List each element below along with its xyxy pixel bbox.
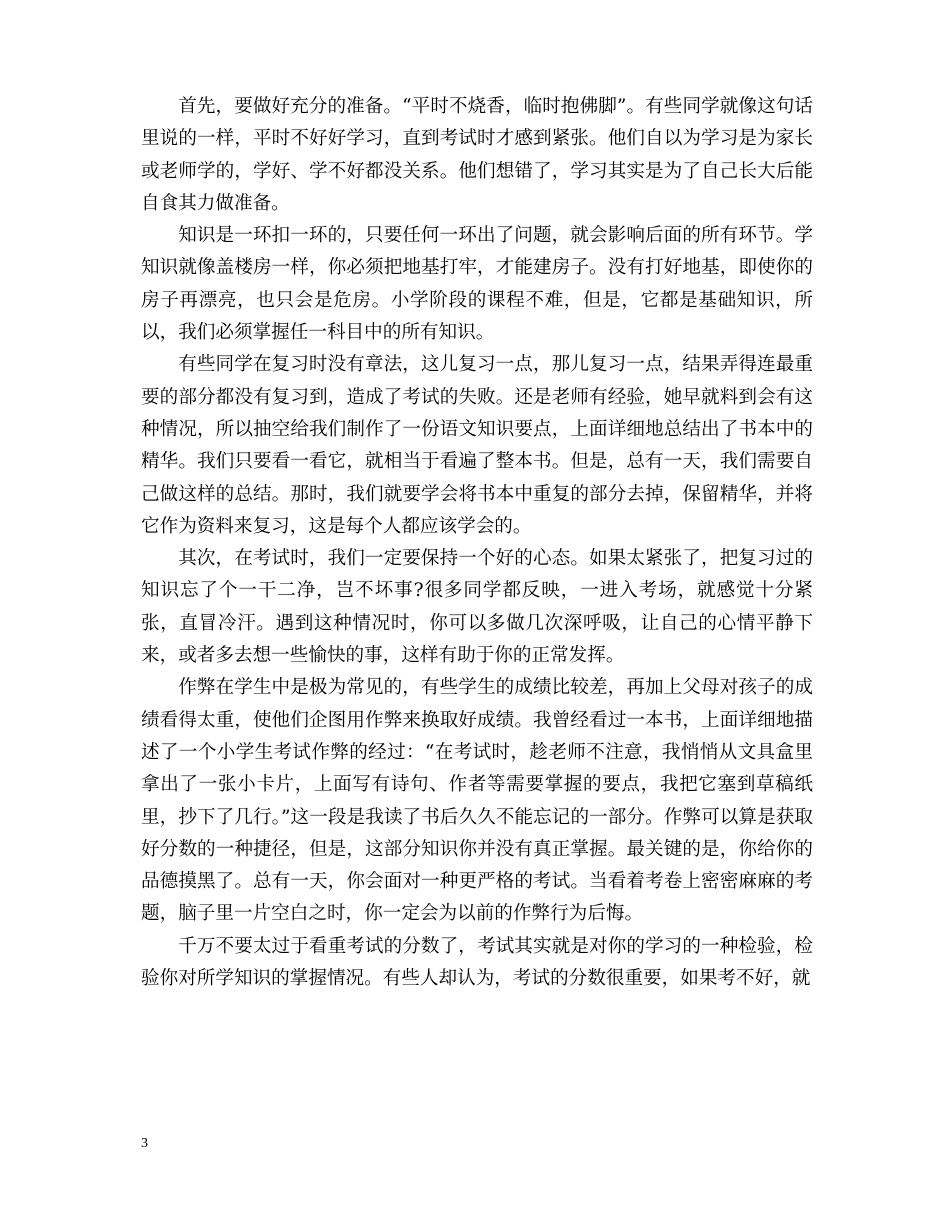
paragraph-review-method: 有些同学在复习时没有章法，这儿复习一点，那儿复习一点，结果弄得连最重要的部分都没有复习到，造成了考试的失败。还是老师有经验，她早就料到会有这种情况，所以抽空给我们制作了一份语文知识要点，上面详细地总结出了书本中的精华。我们只要看一看它，就相当于看遍了整本书。但是，总有一天，我们需要自己做这样的总结。那时，我们就要学会将书本中重复的部分去掉，保留精华，并将它作为资料来复习，这是每个人都应该学会的。 <box>141 354 813 537</box>
paragraph-cheating: 作弊在学生中是极为常见的，有些学生的成绩比较差，再加上父母对孩子的成绩看得太重，使他们企图用作弊来换取好成绩。我曾经看过一本书，上面详细地描述了一个小学生考试作弊的经过：“在考试时，趁老师不注意，我悄悄从文具盒里拿出了一张小卡片，上面写有诗句、作者等需要掌握的要点，我把它塞到草稿纸里，抄下了几行。”这一段是我读了书后久久不能忘记的一部分。作弊可以算是获取好分数的一种捷径，但是，这部分知识你并没有真正掌握。最关键的是，你给你的品德摸黑了。总有一天，你会面对一种更严格的考试。当看着考卷上密密麻麻的考题，脑子里一片空白之时，你一定会为以前的作弊行为后悔。 <box>141 677 813 925</box>
paragraph-preparation: 首先，要做好充分的准备。“平时不烧香，临时抱佛脚”。有些同学就像这句话里说的一样，平时不好好学习，直到考试时才感到紧张。他们自以为学习是为家长或老师学的，学好、学不好都没关系。他们想错了，学习其实是为了自己长大后能自食其力做准备。 <box>141 96 813 214</box>
document-body <box>141 91 813 995</box>
paragraph-knowledge-chain: 知识是一环扣一环的，只要任何一环出了问题，就会影响后面的所有环节。学知识就像盖楼房一样，你必须把地基打牢，才能建房子。没有打好地基，即使你的房子再漂亮，也只会是危房。小学阶段的课程不难，但是，它都是基础知识，所以，我们必须掌握任一科目中的所有知识。 <box>141 225 813 344</box>
paragraph-scores: 千万不要太过于看重考试的分数了，考试其实就是对你的学习的一种检验，检验你对所学知识的掌握情况。有些人却认为，考试的分数很重要，如果考不好，就 <box>141 935 813 990</box>
page-number: 3 <box>141 1136 148 1151</box>
paragraph-exam-mindset: 其次，在考试时，我们一定要保持一个好的心态。如果太紧张了，把复习过的知识忘了个一干二净，岂不坏事?很多同学都反映，一进入考场，就感觉十分紧张，直冒冷汗。遇到这种情况时，你可以多做几次深呼吸，让自己的心情平静下来，或者多去想一些愉快的事，这样有助于你的正常发挥。 <box>141 548 813 667</box>
